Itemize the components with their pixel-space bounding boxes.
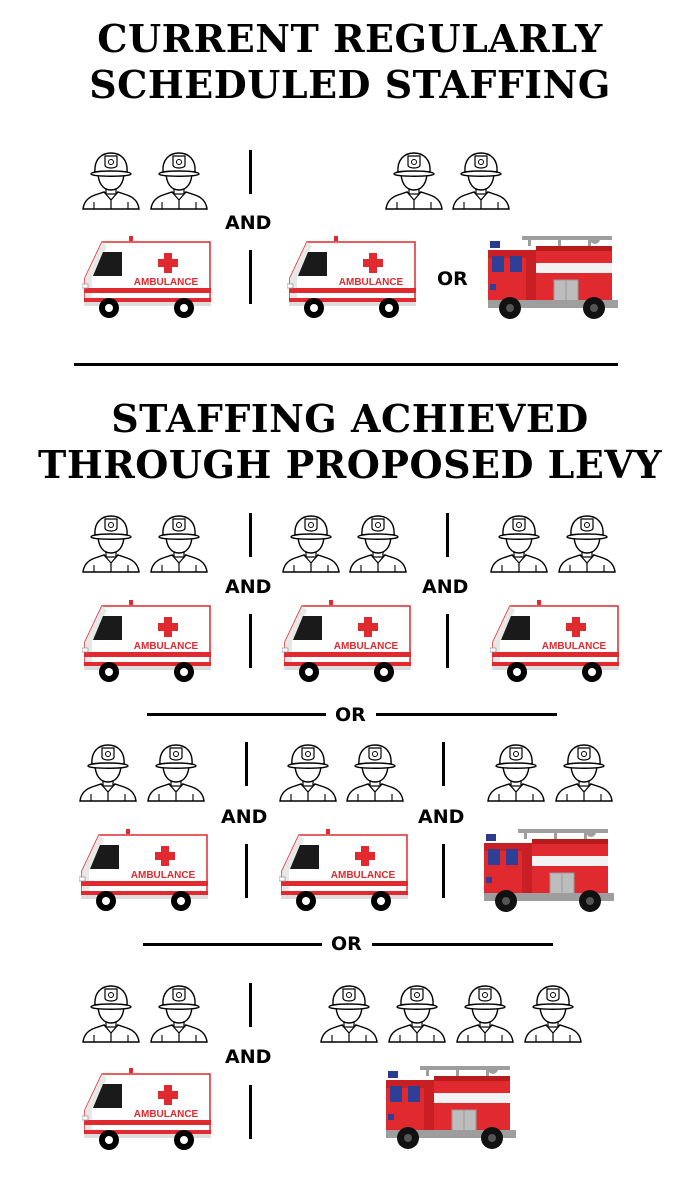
firefighter-icon <box>148 983 210 1043</box>
ambulance-icon <box>82 1068 212 1153</box>
or-separator-line-right <box>372 943 553 946</box>
current-staffing-title-line1: CURRENT REGULARLY <box>97 16 603 61</box>
divider <box>249 1085 252 1139</box>
current-staffing-title-line2: SCHEDULED STAFFING <box>89 62 611 107</box>
and-label: AND <box>418 806 465 828</box>
firefighter-icon <box>280 513 342 573</box>
firefighter-icon <box>145 742 207 802</box>
and-label: AND <box>221 806 268 828</box>
or-separator-line-left <box>143 943 322 946</box>
firefighter-icon <box>556 513 618 573</box>
firefighter-icon <box>148 513 210 573</box>
ambulance-icon <box>279 829 409 914</box>
divider <box>245 844 248 898</box>
firefighter-icon <box>386 983 448 1043</box>
ambulance-label: AMBULANCE <box>333 641 399 652</box>
or-separator-line-left <box>147 713 326 716</box>
ambulance-label: AMBULANCE <box>133 1109 199 1120</box>
and-label: AND <box>225 1046 272 1068</box>
and-label: AND <box>225 212 272 234</box>
ambulance-icon <box>82 236 212 321</box>
or-label: OR <box>437 268 468 290</box>
firefighter-icon <box>383 150 445 210</box>
ambulance-label: AMBULANCE <box>133 641 199 652</box>
ambulance-icon <box>490 600 620 685</box>
divider <box>249 614 252 668</box>
divider <box>442 844 445 898</box>
ambulance-icon <box>82 600 212 685</box>
divider <box>245 742 248 786</box>
firefighter-icon <box>522 983 584 1043</box>
firefighter-icon <box>277 742 339 802</box>
ambulance-icon <box>79 829 209 914</box>
divider <box>249 150 252 194</box>
firefighter-icon <box>485 742 547 802</box>
and-label: AND <box>225 576 272 598</box>
and-label: AND <box>422 576 469 598</box>
firefighter-icon <box>80 150 142 210</box>
firefighter-icon <box>347 513 409 573</box>
firefighter-icon <box>488 513 550 573</box>
ambulance-icon <box>287 236 417 321</box>
firefighter-icon <box>318 983 380 1043</box>
or-label: OR <box>335 704 366 726</box>
proposed-staffing-title-line1: STAFFING ACHIEVED <box>111 396 589 441</box>
firefighter-icon <box>77 742 139 802</box>
proposed-staffing-title <box>0 396 700 488</box>
or-separator-line-right <box>376 713 557 716</box>
ambulance-label: AMBULANCE <box>338 277 404 288</box>
current-staffing-title <box>0 16 700 108</box>
ambulance-icon <box>282 600 412 685</box>
firefighter-icon <box>80 983 142 1043</box>
firefighter-icon <box>450 150 512 210</box>
ambulance-label: AMBULANCE <box>133 277 199 288</box>
firefighter-icon <box>80 513 142 573</box>
ambulance-label: AMBULANCE <box>130 870 196 881</box>
section-divider <box>74 363 618 366</box>
divider <box>249 250 252 304</box>
or-label: OR <box>331 933 362 955</box>
ambulance-label: AMBULANCE <box>541 641 607 652</box>
firefighter-icon <box>553 742 615 802</box>
firefighter-icon <box>344 742 406 802</box>
divider <box>249 513 252 557</box>
ambulance-label: AMBULANCE <box>330 870 396 881</box>
divider <box>249 983 252 1027</box>
proposed-staffing-title-line2: THROUGH PROPOSED LEVY <box>38 442 662 487</box>
fire-engine-icon <box>488 236 618 321</box>
firefighter-icon <box>148 150 210 210</box>
fire-engine-icon <box>386 1066 516 1151</box>
divider <box>446 513 449 557</box>
fire-engine-icon <box>484 829 614 914</box>
divider <box>446 614 449 668</box>
firefighter-icon <box>454 983 516 1043</box>
divider <box>442 742 445 786</box>
